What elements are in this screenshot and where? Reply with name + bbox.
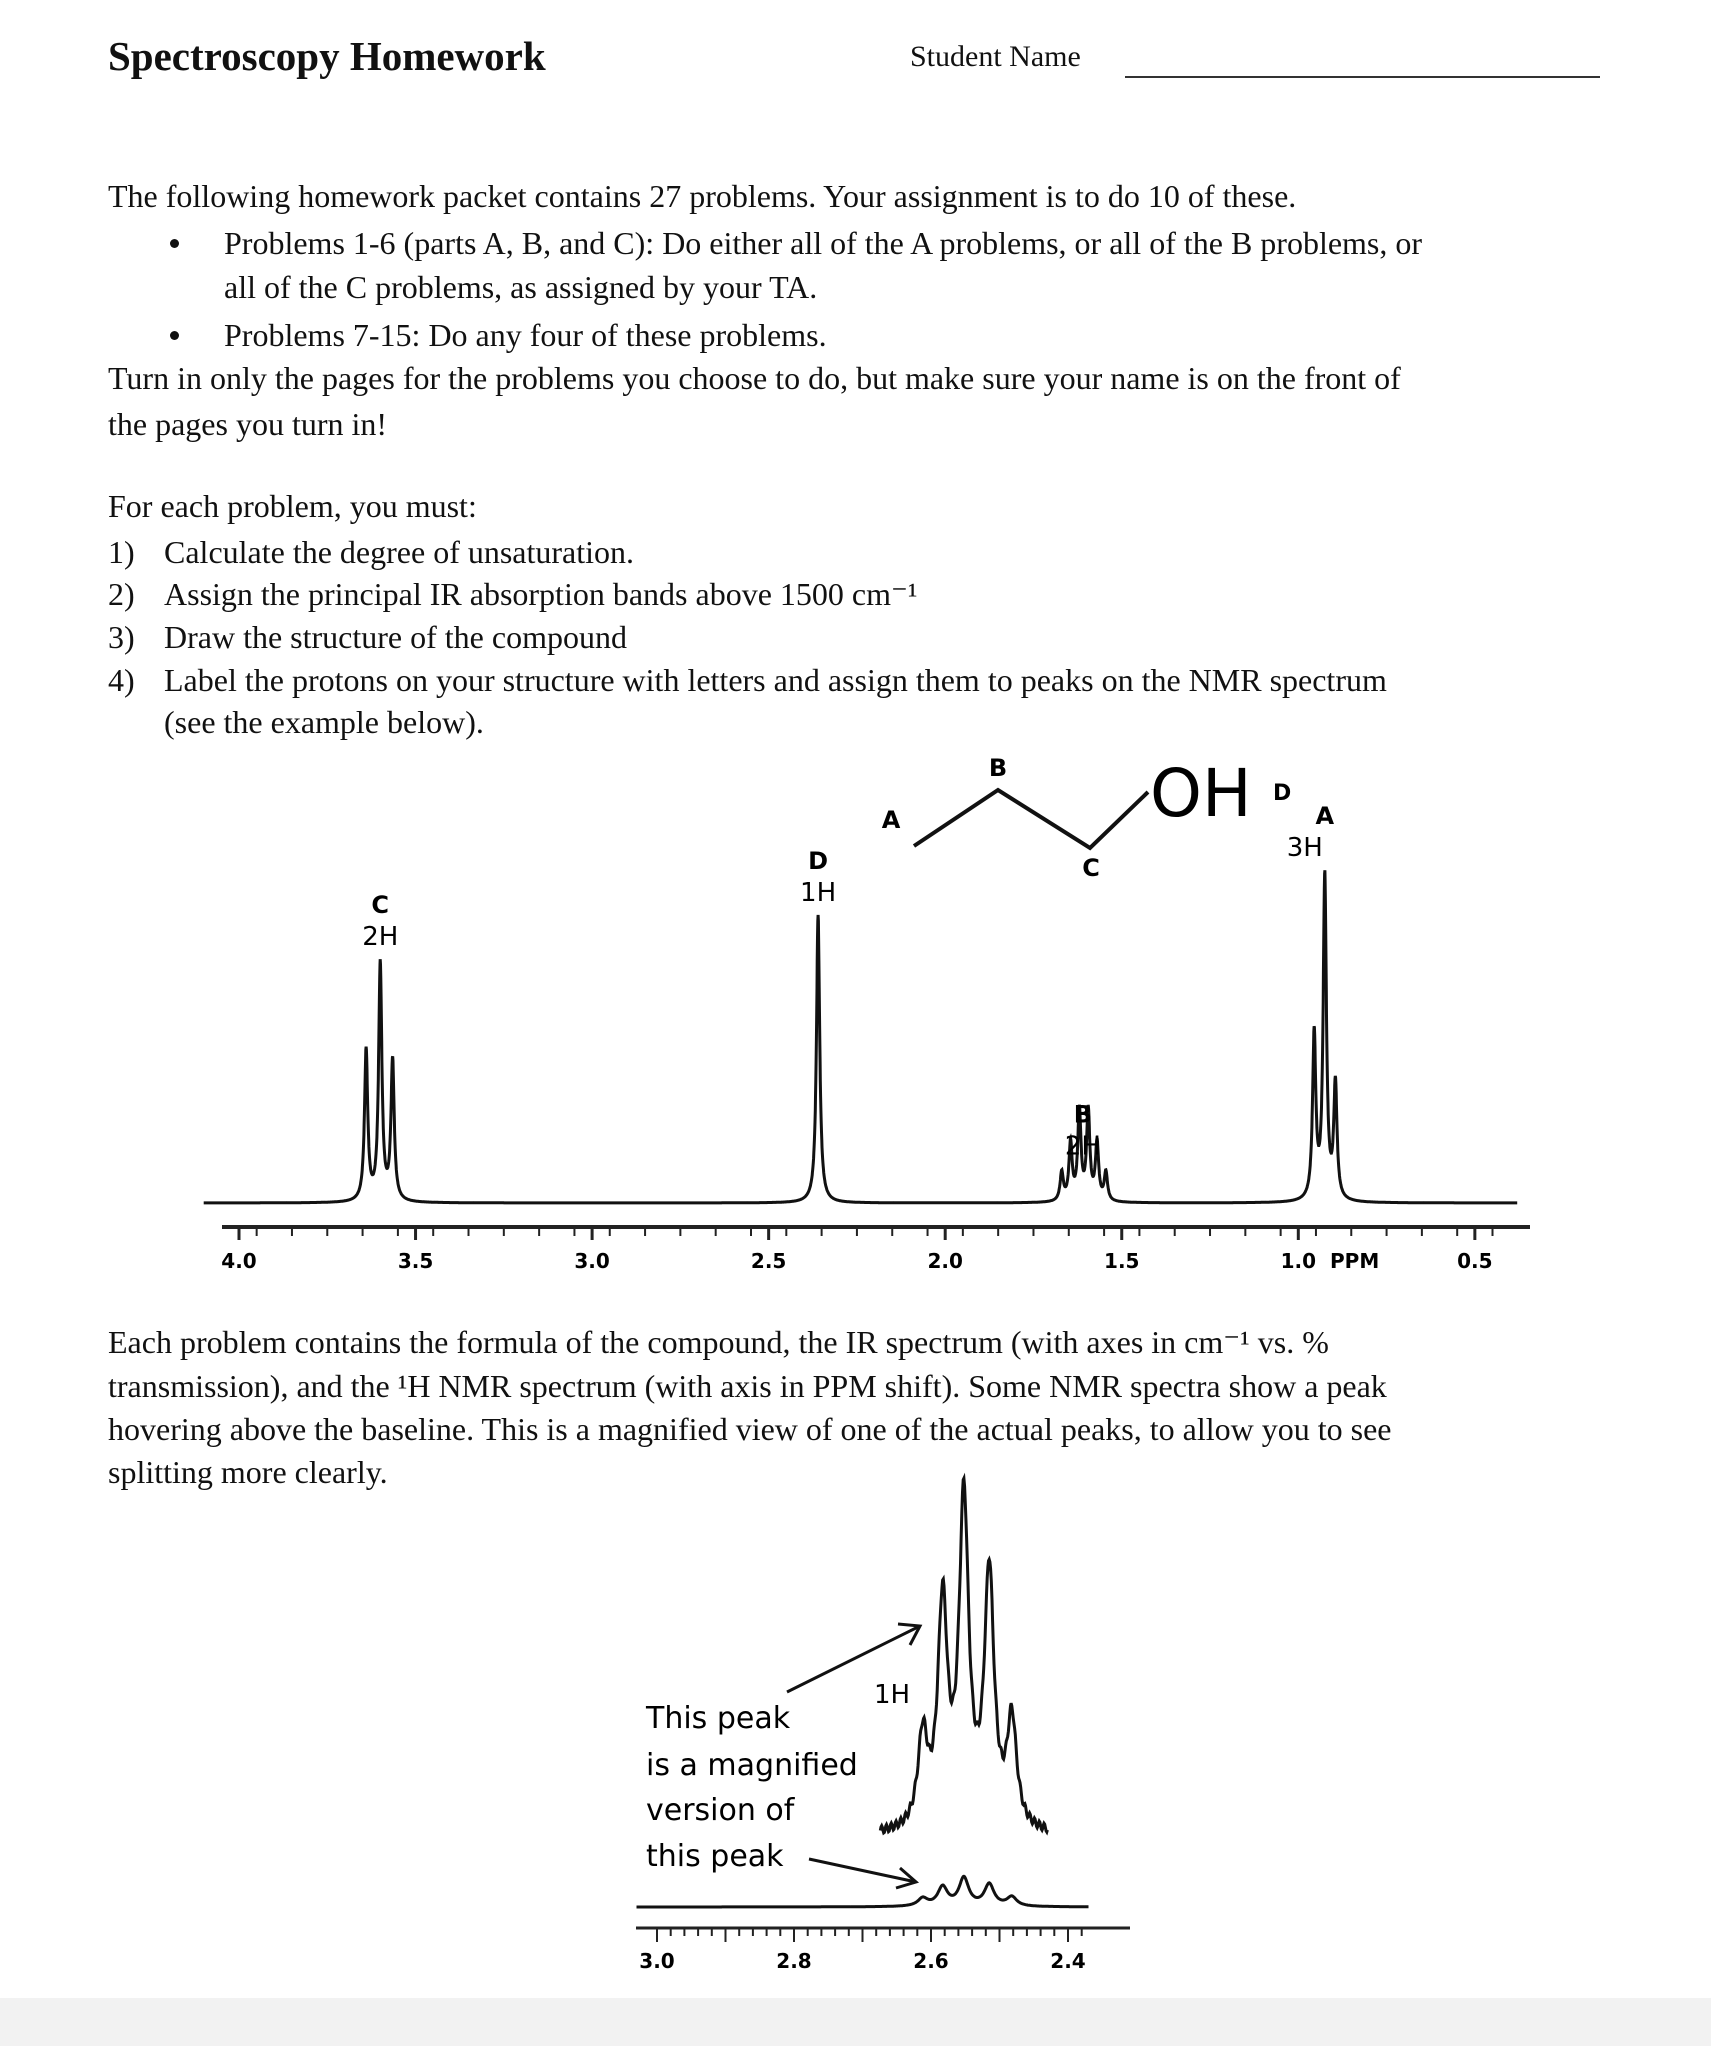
tick-label: 1.0 xyxy=(1280,1249,1317,1273)
ppm-unit-label: PPM xyxy=(1330,1249,1380,1273)
bullet-text: all of the C problems, as assigned by your TA. xyxy=(224,269,818,305)
peak-integration-label: 1H xyxy=(800,877,837,908)
molecule-label-a: A xyxy=(881,806,901,834)
molecule-label-c: C xyxy=(1082,854,1100,882)
list-item: Calculate the degree of unsaturation. xyxy=(164,534,635,570)
peak-integration-label: 2H xyxy=(362,922,399,953)
page-bottom-margin xyxy=(0,1998,1711,2046)
callout-line: This peak xyxy=(646,1701,791,1736)
list-number: 2) xyxy=(108,576,135,612)
arrow-to-actual-peak-icon xyxy=(809,1859,916,1888)
callout-line: version of xyxy=(646,1793,795,1828)
list-item: Label the protons on your structure with letters and assign them to peaks on the NMR spectrum xyxy=(164,662,1387,698)
inset-baseline-trace xyxy=(637,1876,1089,1907)
turn-in-text: the pages you turn in! xyxy=(108,406,388,442)
axis-ticks xyxy=(221,1227,1492,1273)
callout-line: is a magnified xyxy=(646,1748,858,1783)
list-item: Assign the principal IR absorption bands above 1500 cm⁻¹ xyxy=(164,576,918,612)
propanol-structure xyxy=(882,754,1292,882)
peak-letter-label: A xyxy=(1315,801,1335,830)
peak-integration-label: 2H xyxy=(1064,1131,1101,1162)
explanation-text: splitting more clearly. xyxy=(108,1454,388,1490)
magnified-integration-label: 1H xyxy=(874,1680,911,1710)
spectrum-trace xyxy=(204,870,1518,1203)
inset-tick-label: 3.0 xyxy=(639,1949,675,1973)
tick-label: 3.0 xyxy=(574,1249,610,1273)
magnified-peak-trace xyxy=(880,1478,1047,1833)
intro-text: The following homework packet contains 27 problems. Your assignment is to do 10 of these. xyxy=(108,178,1297,214)
list-item: (see the example below). xyxy=(164,704,484,740)
student-name-label: Student Name xyxy=(910,40,1081,73)
inset-axis-ticks xyxy=(639,1928,1085,1973)
bullet-text: Problems 1-6 (parts A, B, and C): Do either all of the A problems, or all of the B problems, or xyxy=(224,225,1423,261)
tick-label: 0.5 xyxy=(1457,1249,1493,1273)
inset-tick-label: 2.6 xyxy=(913,1949,949,1973)
peak-integration-label: 3H xyxy=(1286,832,1323,863)
list-number: 1) xyxy=(108,534,135,570)
explanation-text: hovering above the baseline. This is a magnified view of one of the actual peaks, to allow you to see xyxy=(108,1411,1392,1447)
molecule-label-d: D xyxy=(1273,781,1292,806)
callout-line: this peak xyxy=(646,1839,784,1874)
peak-letter-label: B xyxy=(1073,1100,1093,1129)
list-number: 4) xyxy=(108,662,135,698)
explanation-text: Each problem contains the formula of the compound, the IR spectrum (with axes in cm⁻¹ vs. % xyxy=(108,1324,1329,1360)
peak-letter-label: D xyxy=(808,846,829,875)
bullet-text: Problems 7-15: Do any four of these problems. xyxy=(224,317,827,353)
tick-label: 2.0 xyxy=(927,1249,963,1273)
bond-lines xyxy=(914,790,1148,848)
tick-label: 2.5 xyxy=(750,1249,787,1273)
page-title: Spectroscopy Homework xyxy=(108,33,546,79)
list-number: 3) xyxy=(108,619,135,655)
tick-label: 3.5 xyxy=(397,1249,434,1273)
explanation-text: transmission), and the ¹H NMR spectrum (with axis in PPM shift). Some NMR spectra show a peak xyxy=(108,1368,1387,1404)
turn-in-text: Turn in only the pages for the problems you choose to do, but make sure your name is on the front of xyxy=(108,360,1401,396)
inset-tick-label: 2.4 xyxy=(1050,1949,1086,1973)
tick-label: 1.5 xyxy=(1104,1249,1140,1273)
peak-letter-label: C xyxy=(371,891,390,920)
molecule-oh: OH xyxy=(1150,755,1252,832)
list-item: Draw the structure of the compound xyxy=(164,619,627,655)
requirements-heading: For each problem, you must: xyxy=(108,488,477,524)
molecule-label-b: B xyxy=(988,754,1008,782)
inset-tick-label: 2.8 xyxy=(776,1949,812,1973)
tick-label: 4.0 xyxy=(221,1249,257,1273)
